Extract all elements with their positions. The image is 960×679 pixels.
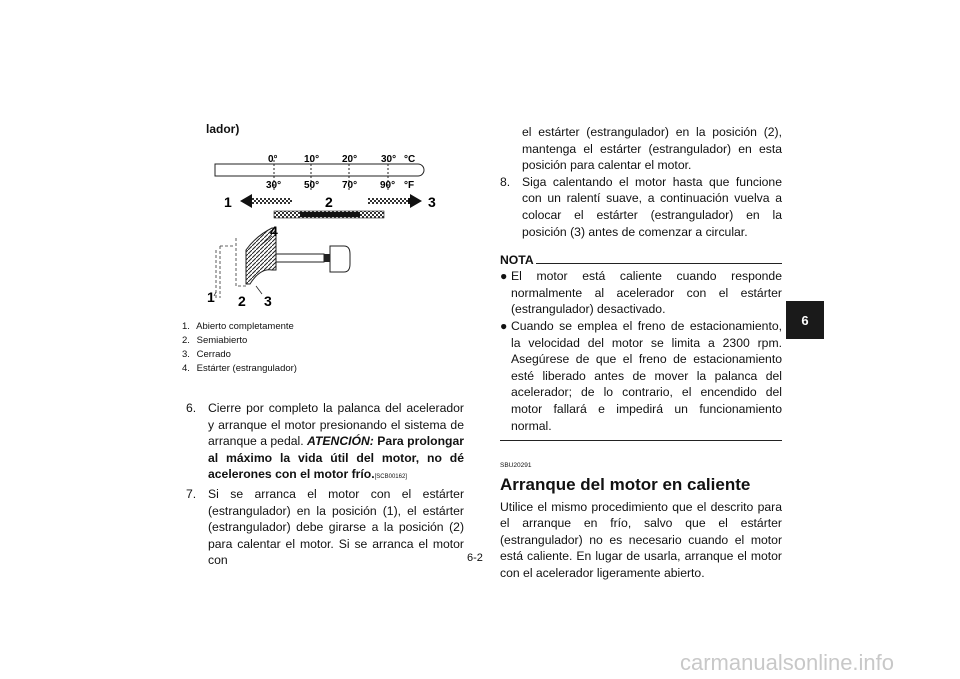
celsius-tick: 20° bbox=[342, 154, 358, 165]
watermark: carmanualsonline.info bbox=[680, 650, 895, 675]
fahrenheit-unit: °F bbox=[404, 180, 415, 191]
choke-shaft bbox=[276, 254, 324, 262]
part-label-1: 1 bbox=[207, 289, 215, 305]
section-title: Arranque del motor en caliente bbox=[500, 474, 751, 494]
bullet-icon: ● bbox=[500, 318, 508, 333]
nota-bullet: ● El motor está caliente cuando responde normalmente al acelerador con el estárter (estrangulador) desactivado. bbox=[500, 269, 782, 317]
celsius-tick: 0° bbox=[268, 154, 278, 165]
nota-bullet: ● Cuando se emplea el freno de estacionamiento, la velocidad del motor se limita a 2300 rpm. Asegúrese de que el freno de estacionamiento esté liberado antes de mover la palanca del acelerador; de lo contrario, el encendido del motor fallará e impedirá un funcionamiento normal. bbox=[500, 318, 782, 433]
step-7-continued: el estárter (estrangulador) en la posición (2), mantenga el estárter (estrangulador) en esta posición para calentar el motor. bbox=[522, 125, 782, 173]
chapter-tab: 6 bbox=[786, 301, 824, 339]
section-body: Utilice el mismo procedimiento que el descrito para el arranque en frío, salvo que el estárter (estrangulador) no es necesario cuando el motor está caliente. En lugar de usarla, arranque el motor con el acelerador ligeramente abierto. bbox=[500, 499, 782, 581]
range-label-2: 2 bbox=[325, 194, 333, 210]
choke-position-figure bbox=[180, 150, 450, 310]
attention-label: ATENCIÓN: bbox=[307, 434, 374, 449]
fahrenheit-tick: 50° bbox=[304, 180, 320, 191]
bullet-icon: ● bbox=[500, 269, 508, 284]
left-column bbox=[186, 400, 464, 569]
step-7: 7. Si se arranca el motor con el estárter (estrangulador) en la posición (1), el estárter (estrangulador) debe girarse a la posición (2) para calentar el motor. Si se arranca el motor con bbox=[186, 486, 464, 568]
celsius-tick: 10° bbox=[304, 154, 320, 165]
range-label-1: 1 bbox=[224, 194, 232, 210]
legend-item: 4. Estárter (estrangulador) bbox=[182, 363, 297, 374]
part-label-2: 2 bbox=[238, 293, 246, 309]
reference-code: [SCB00162] bbox=[374, 474, 407, 481]
range-label-3: 3 bbox=[428, 194, 436, 210]
right-column bbox=[500, 124, 782, 582]
nota-header: NOTA bbox=[500, 252, 782, 268]
celsius-tick: 30° bbox=[381, 154, 397, 165]
part-label-4: 4 bbox=[270, 223, 278, 239]
legend-item: 3. Cerrado bbox=[182, 349, 231, 360]
legend-item: 2. Semiabierto bbox=[182, 335, 248, 346]
thermometer-bar bbox=[215, 164, 424, 176]
attention-text: Para prolongar al máximo la vida útil del motor, no dé acelerones con el motor frío. bbox=[208, 434, 465, 482]
continued-heading: lador) bbox=[206, 122, 240, 136]
celsius-unit: °C bbox=[404, 154, 416, 165]
part-label-3: 3 bbox=[264, 293, 272, 309]
page-number: 6-2 bbox=[467, 552, 483, 564]
fahrenheit-tick: 30° bbox=[266, 180, 282, 191]
section-code: SBU20291 bbox=[500, 462, 532, 470]
step-8: 8. Siga calentando el motor hasta que funcione con un ralentí suave, a continuación vuelva a colocar el estárter (estrangulador) en la posición (3) antes de comenzar a circular. bbox=[500, 174, 782, 239]
nota-divider bbox=[500, 440, 782, 441]
step-6: 6. Cierre por completo la palanca del acelerador y arranque el motor presionando el sistema de arranque a pedal. ATENCIÓN: Para prolongar al máximo la vida útil del motor, no dé acelerones con el motor frío.[SCB00162] bbox=[186, 401, 465, 482]
fahrenheit-tick: 90° bbox=[380, 180, 396, 191]
legend-item: 1. Abierto completamente bbox=[182, 321, 294, 332]
fahrenheit-tick: 70° bbox=[342, 180, 358, 191]
figure-legend bbox=[182, 320, 297, 376]
